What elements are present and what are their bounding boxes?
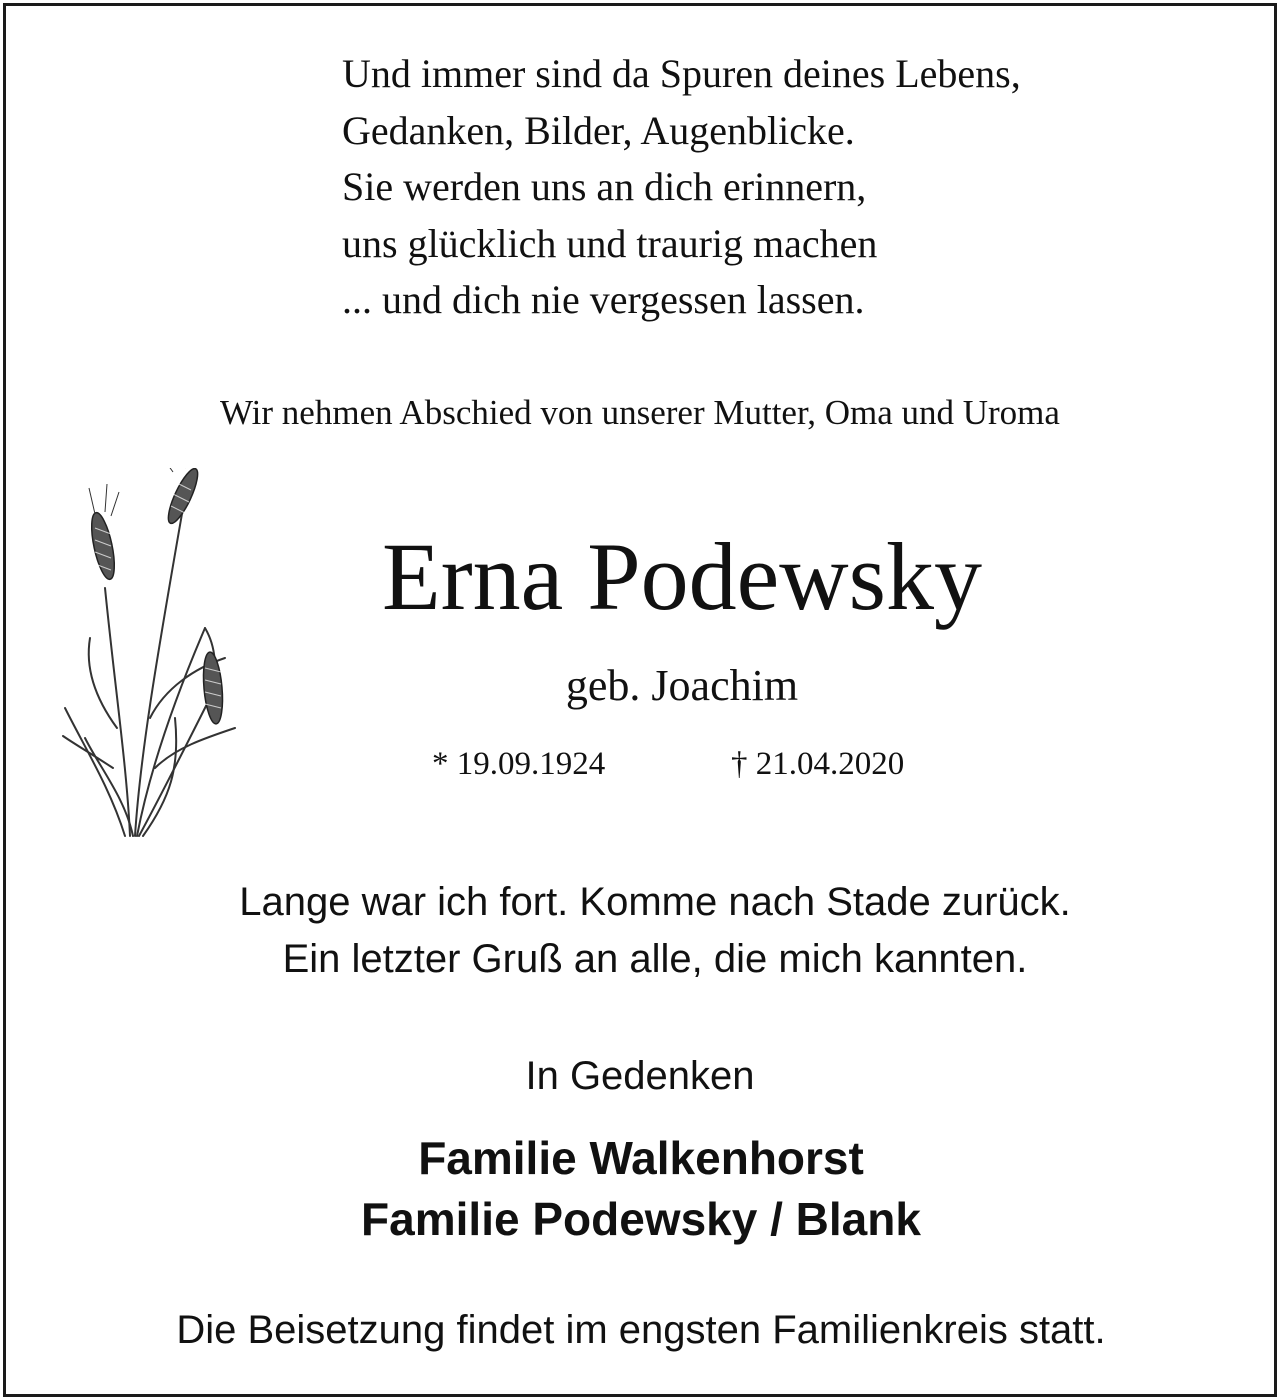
in-memory-label: In Gedenken xyxy=(525,1054,755,1098)
death-date: † 21.04.2020 xyxy=(731,746,905,782)
deceased-name: Erna Podewsky xyxy=(382,523,982,630)
birth-date: * 19.09.1924 xyxy=(432,746,606,782)
poem-line: Und immer sind da Spuren deines Lebens, xyxy=(342,51,1021,96)
poem-line: Gedanken, Bilder, Augenblicke. xyxy=(342,107,855,153)
poem-line: uns glücklich und traurig machen xyxy=(342,220,878,266)
farewell-intro: Wir nehmen Abschied von unserer Mutter, Oma und Uroma xyxy=(220,393,1060,432)
poem-line: Sie werden uns an dich erinnern, xyxy=(342,164,867,209)
family-name: Familie Walkenhorst xyxy=(418,1132,864,1184)
quote-line: Ein letzter Gruß an alle, die mich kannten. xyxy=(282,936,1028,981)
quote-line: Lange war ich fort. Komme nach Stade zurück. xyxy=(239,880,1071,924)
maiden-name: geb. Joachim xyxy=(565,661,799,710)
poem xyxy=(342,46,1242,329)
farewell-quote xyxy=(0,874,1280,987)
mourning-families xyxy=(0,1128,1280,1250)
burial-note: Die Beisetzung findet im engsten Familienkreis statt. xyxy=(176,1308,1106,1352)
poem-line: ... und dich nie vergessen lassen. xyxy=(342,277,865,322)
family-name: Familie Podewsky / Blank xyxy=(361,1193,921,1245)
